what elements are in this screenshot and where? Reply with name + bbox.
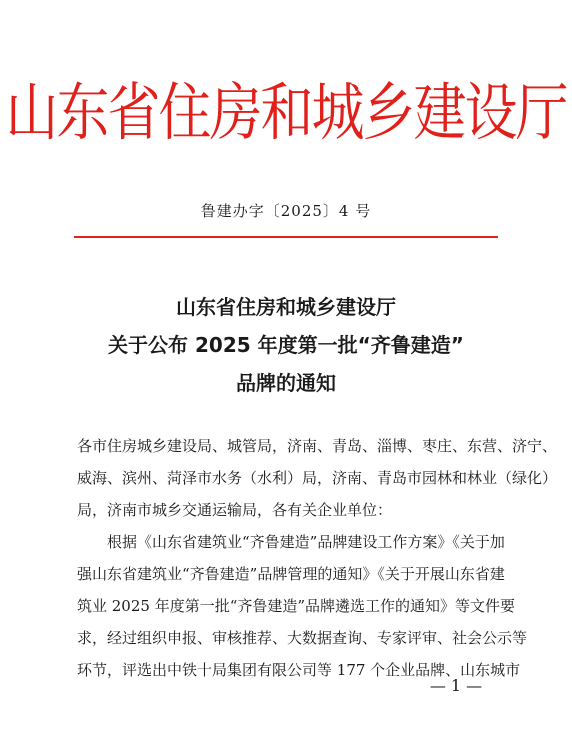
paragraph-line: 筑业 2025 年度第一批“齐鲁建造”品牌遴选工作的通知》等文件要 — [77, 597, 516, 615]
paragraph-line: 环节，评选出中铁十局集团有限公司等 177 个企业品牌、山东城市 — [77, 661, 521, 679]
title-line-1: 山东省住房和城乡建设厅 — [176, 295, 396, 319]
page-number: — 1 — — [429, 676, 483, 695]
addressee-line: 局，济南市城乡交通运输局，各有关企业单位： — [77, 501, 393, 519]
paragraph-line: 根据《山东省建筑业“齐鲁建造”品牌建设工作方案》《关于加 — [107, 533, 505, 551]
paragraph-line: 求，经过组织申报、审核推荐、大数据查询、专家评审、社会公示等 — [77, 629, 528, 647]
red-divider — [74, 236, 498, 238]
letterhead-title: 山东省住房和城乡建设厅 — [5, 77, 567, 150]
notice-title — [0, 288, 572, 402]
paragraph-line: 强山东省建筑业“齐鲁建造”品牌管理的通知》《关于开展山东省建 — [77, 565, 505, 583]
title-line-3: 品牌的通知 — [236, 371, 336, 395]
notice-body — [77, 430, 558, 686]
title-line-2: 关于公布 2025 年度第一批“齐鲁建造” — [108, 333, 464, 357]
addressee-line: 威海、滨州、菏泽市水务（水利）局，济南、青岛市园林和林业（绿化） — [77, 469, 558, 487]
document-number: 鲁建办字〔2025〕4 号 — [200, 202, 372, 220]
addressee-line: 各市住房城乡建设局、城管局，济南、青岛、淄博、枣庄、东营、济宁、 — [77, 437, 558, 455]
